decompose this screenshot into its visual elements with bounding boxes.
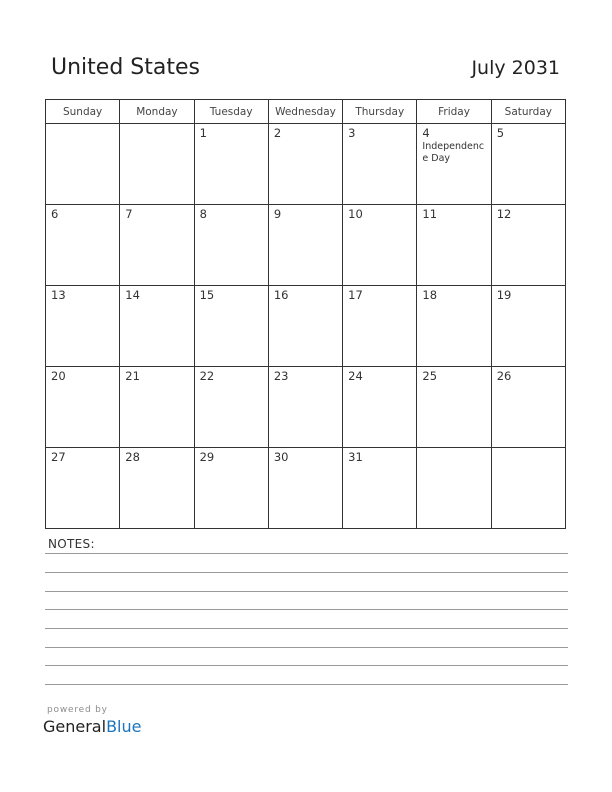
holiday-label: Independence Day [422,141,485,164]
calendar-empty-cell [46,124,120,205]
calendar-day-cell [417,286,491,367]
day-number: 16 [273,288,289,302]
generalblue-logo[interactable] [43,717,141,736]
calendar-day-cell [194,124,268,205]
day-number: 28 [125,450,140,464]
notes-line [45,665,568,666]
weekday-header: Monday [120,100,194,124]
logo-text-general: General [43,717,107,736]
day-number: 15 [199,288,215,302]
calendar-month-title: July 2031 [471,57,560,79]
weekday-header: Friday [417,100,491,124]
calendar-day-cell [120,205,194,286]
day-number: 25 [422,369,438,383]
weekday-header: Wednesday [268,100,342,124]
calendar-day-cell [46,205,120,286]
notes-line [45,609,568,610]
day-number: 10 [348,207,363,221]
calendar-day-cell [194,205,268,286]
calendar-week-row [46,448,566,529]
calendar-day-cell [46,286,120,367]
calendar-day-cell [417,367,491,448]
day-number: 23 [273,369,289,383]
weekday-header-row [46,100,566,124]
calendar-day-cell [194,448,268,529]
day-number: 14 [125,288,140,302]
calendar-day-cell [491,286,565,367]
day-number: 30 [273,450,289,464]
day-number: 11 [422,207,438,221]
notes-line [45,684,568,685]
calendar-country-title: United States [51,55,200,80]
notes-label: NOTES: [48,537,95,551]
day-number: 19 [496,288,512,302]
calendar-day-cell [268,367,342,448]
notes-line [45,572,568,573]
calendar-day-cell [343,205,417,286]
calendar-day-cell [268,124,342,205]
calendar-day-cell [343,124,417,205]
calendar-day-cell [491,367,565,448]
calendar-week-row [46,205,566,286]
calendar-day-cell [343,448,417,529]
day-number: 21 [125,369,140,383]
day-number: 5 [496,126,505,140]
calendar-week-row [46,367,566,448]
day-number: 2 [273,126,282,140]
calendar-day-cell [417,205,491,286]
day-number: 20 [51,369,66,383]
calendar-day-cell [343,367,417,448]
calendar-day-cell [46,448,120,529]
calendar-day-cell [120,286,194,367]
logo-text-blue: Blue [106,717,142,736]
day-number: 27 [51,450,66,464]
calendar-day-cell [491,124,565,205]
calendar-day-cell [120,367,194,448]
calendar-day-cell [268,205,342,286]
calendar-day-cell [194,286,268,367]
day-number: 4 [422,126,430,140]
notes-line [45,647,568,648]
day-number: 1 [199,126,207,140]
day-number: 26 [496,369,512,383]
calendar-day-cell [343,286,417,367]
day-number: 7 [125,207,133,221]
notes-line [45,553,568,554]
day-number: 31 [348,450,363,464]
weekday-header: Tuesday [194,100,268,124]
day-number: 17 [348,288,363,302]
day-number: 9 [273,207,282,221]
calendar-empty-cell [417,448,491,529]
day-number: 24 [348,369,363,383]
calendar-day-cell [194,367,268,448]
day-number: 22 [199,369,215,383]
weekday-header: Thursday [343,100,417,124]
weekday-header: Saturday [491,100,565,124]
calendar-week-row [46,124,566,205]
calendar-grid [45,99,566,529]
day-number: 12 [496,207,512,221]
day-number: 29 [199,450,215,464]
day-number: 3 [348,126,356,140]
calendar-day-cell [46,367,120,448]
calendar-day-cell [120,448,194,529]
calendar-day-cell [268,448,342,529]
calendar-empty-cell [120,124,194,205]
calendar-day-cell [491,205,565,286]
calendar-day-cell [268,286,342,367]
day-number: 13 [51,288,66,302]
day-number: 6 [51,207,59,221]
notes-line [45,591,568,592]
calendar-week-row [46,286,566,367]
calendar-empty-cell [491,448,565,529]
calendar-day-cell [417,124,491,205]
weekday-header: Sunday [46,100,120,124]
notes-line [45,628,568,629]
powered-by-text: powered by [47,705,108,715]
day-number: 18 [422,288,438,302]
day-number: 8 [199,207,207,221]
